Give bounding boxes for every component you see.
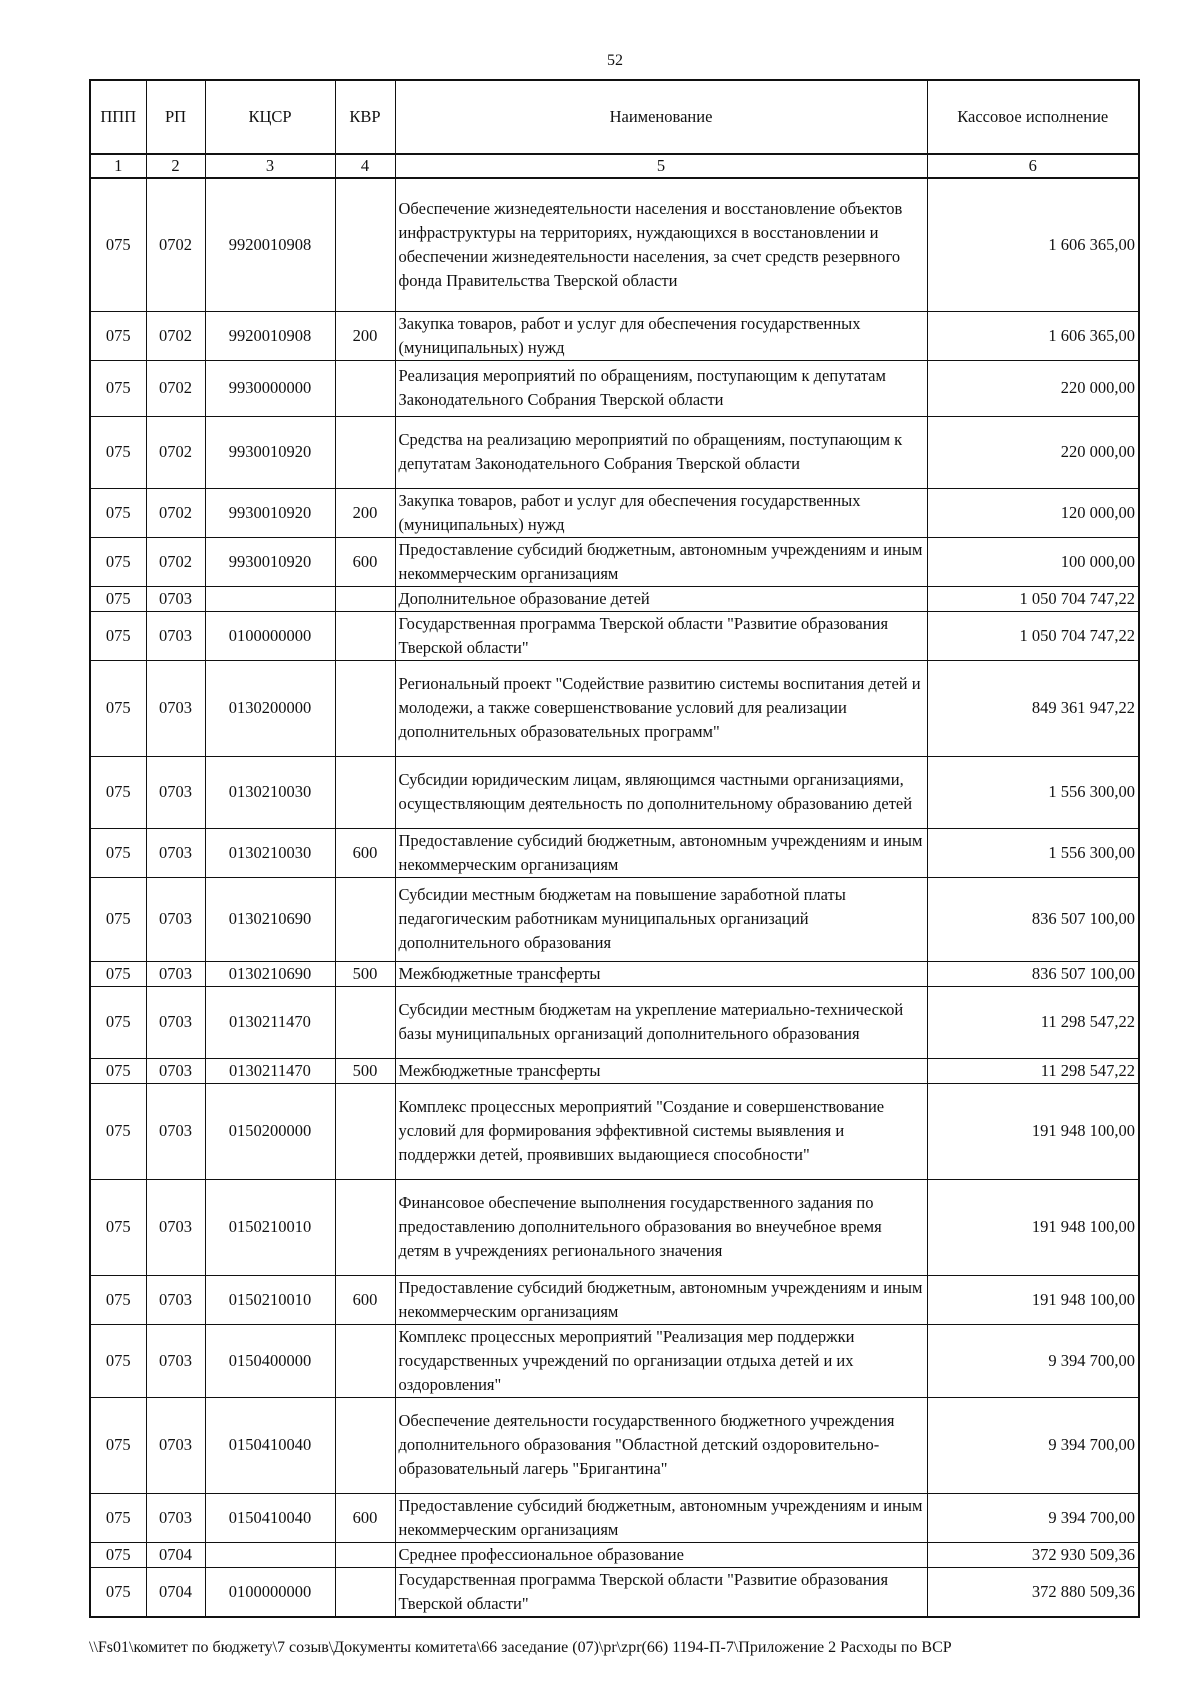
cell-ppp: 075 xyxy=(90,877,146,961)
cell-amount: 1 556 300,00 xyxy=(927,756,1139,828)
cell-amount: 9 394 700,00 xyxy=(927,1324,1139,1397)
cell-kvr: 500 xyxy=(335,1058,395,1083)
cell-ppp: 075 xyxy=(90,1324,146,1397)
cell-ppp: 075 xyxy=(90,488,146,537)
cell-rp: 0703 xyxy=(146,1083,205,1179)
table-row xyxy=(90,828,1139,877)
cell-ppp: 075 xyxy=(90,537,146,586)
cell-ppp: 075 xyxy=(90,1179,146,1275)
cell-rp: 0703 xyxy=(146,1058,205,1083)
cell-kcsr: 0130211470 xyxy=(205,986,335,1058)
cell-amount: 220 000,00 xyxy=(927,360,1139,416)
cell-name: Финансовое обеспечение выполнения государственного задания по предоставлению дополнительного образования во внеучебное время детям в учреждениях регионального значения xyxy=(395,1179,927,1275)
cell-name: Комплекс процессных мероприятий "Создание и совершенствование условий для формирования эффективной системы выявления и поддержки детей, проявивших выдающиеся способности" xyxy=(395,1083,927,1179)
cell-amount: 1 050 704 747,22 xyxy=(927,586,1139,611)
header-rp: РП xyxy=(146,80,205,154)
table-row xyxy=(90,1542,1139,1567)
table-row xyxy=(90,877,1139,961)
cell-rp: 0703 xyxy=(146,961,205,986)
cell-kvr xyxy=(335,586,395,611)
cell-rp: 0703 xyxy=(146,877,205,961)
cell-name: Средства на реализацию мероприятий по обращениям, поступающим к депутатам Законодательного Собрания Тверской области xyxy=(395,416,927,488)
header-kvr: КВР xyxy=(335,80,395,154)
cell-amount: 11 298 547,22 xyxy=(927,986,1139,1058)
budget-table xyxy=(89,79,1140,1618)
cell-kcsr: 0130210030 xyxy=(205,756,335,828)
cell-ppp: 075 xyxy=(90,828,146,877)
table-row xyxy=(90,611,1139,660)
cell-kcsr: 0150210010 xyxy=(205,1275,335,1324)
cell-kvr: 600 xyxy=(335,828,395,877)
cell-kcsr: 0150210010 xyxy=(205,1179,335,1275)
cell-kvr: 600 xyxy=(335,1275,395,1324)
cell-ppp: 075 xyxy=(90,1567,146,1617)
cell-amount: 372 880 509,36 xyxy=(927,1567,1139,1617)
header-ppp: ППП xyxy=(90,80,146,154)
cell-amount: 836 507 100,00 xyxy=(927,877,1139,961)
cell-amount: 220 000,00 xyxy=(927,416,1139,488)
table-row xyxy=(90,1397,1139,1493)
cell-name: Комплекс процессных мероприятий "Реализация мер поддержки государственных учреждений по организации отдыха детей и их оздоровления" xyxy=(395,1324,927,1397)
table-row xyxy=(90,1493,1139,1542)
table-body xyxy=(90,178,1139,1617)
cell-rp: 0703 xyxy=(146,1493,205,1542)
cell-ppp: 075 xyxy=(90,416,146,488)
cell-kvr xyxy=(335,1324,395,1397)
cell-name: Среднее профессиональное образование xyxy=(395,1542,927,1567)
cell-ppp: 075 xyxy=(90,1493,146,1542)
cell-kvr xyxy=(335,1397,395,1493)
cell-amount: 120 000,00 xyxy=(927,488,1139,537)
cell-name: Дополнительное образование детей xyxy=(395,586,927,611)
cell-rp: 0702 xyxy=(146,488,205,537)
footer-file-path: \\Fs01\комитет по бюджету\7 созыв\Документы комитета\66 заседание (07)\pr\zpr(66) 1194-П-7\Приложение 2 Расходы по ВСР xyxy=(89,1639,952,1656)
cell-kcsr: 9930000000 xyxy=(205,360,335,416)
cell-kcsr: 0150400000 xyxy=(205,1324,335,1397)
cell-ppp: 075 xyxy=(90,756,146,828)
cell-rp: 0702 xyxy=(146,537,205,586)
cell-kvr xyxy=(335,756,395,828)
cell-kvr: 600 xyxy=(335,537,395,586)
cell-rp: 0703 xyxy=(146,756,205,828)
cell-ppp: 075 xyxy=(90,1542,146,1567)
cell-amount: 1 606 365,00 xyxy=(927,311,1139,360)
cell-kcsr: 0130210690 xyxy=(205,961,335,986)
table-row xyxy=(90,537,1139,586)
cell-kcsr: 9920010908 xyxy=(205,311,335,360)
cell-name: Государственная программа Тверской области "Развитие образования Тверской области" xyxy=(395,1567,927,1617)
cell-ppp: 075 xyxy=(90,1275,146,1324)
header-name: Наименование xyxy=(395,80,927,154)
cell-rp: 0704 xyxy=(146,1542,205,1567)
cell-name: Закупка товаров, работ и услуг для обеспечения государственных (муниципальных) нужд xyxy=(395,488,927,537)
cell-amount: 1 606 365,00 xyxy=(927,178,1139,311)
cell-amount: 191 948 100,00 xyxy=(927,1179,1139,1275)
column-number: 2 xyxy=(146,154,205,178)
cell-ppp: 075 xyxy=(90,178,146,311)
cell-kcsr: 0130210690 xyxy=(205,877,335,961)
table-row xyxy=(90,1058,1139,1083)
cell-rp: 0703 xyxy=(146,828,205,877)
table-row xyxy=(90,961,1139,986)
cell-kcsr: 0130211470 xyxy=(205,1058,335,1083)
table-row xyxy=(90,586,1139,611)
cell-ppp: 075 xyxy=(90,1058,146,1083)
page-number: 52 xyxy=(607,52,623,69)
table-row xyxy=(90,488,1139,537)
cell-name: Закупка товаров, работ и услуг для обеспечения государственных (муниципальных) нужд xyxy=(395,311,927,360)
cell-amount: 11 298 547,22 xyxy=(927,1058,1139,1083)
cell-kcsr xyxy=(205,586,335,611)
table-row xyxy=(90,360,1139,416)
cell-name: Субсидии местным бюджетам на укрепление материально-технической базы муниципальных организаций дополнительного образования xyxy=(395,986,927,1058)
cell-kcsr: 9920010908 xyxy=(205,178,335,311)
cell-ppp: 075 xyxy=(90,660,146,756)
cell-name: Субсидии местным бюджетам на повышение заработной платы педагогическим работникам муниципальных организаций дополнительного образования xyxy=(395,877,927,961)
cell-name: Предоставление субсидий бюджетным, автономным учреждениям и иным некоммерческим организациям xyxy=(395,1275,927,1324)
cell-kvr xyxy=(335,1179,395,1275)
cell-ppp: 075 xyxy=(90,311,146,360)
table-row xyxy=(90,660,1139,756)
column-number: 1 xyxy=(90,154,146,178)
cell-rp: 0703 xyxy=(146,586,205,611)
column-number: 6 xyxy=(927,154,1139,178)
cell-amount: 1 050 704 747,22 xyxy=(927,611,1139,660)
cell-kcsr: 0150200000 xyxy=(205,1083,335,1179)
cell-ppp: 075 xyxy=(90,360,146,416)
cell-name: Субсидии юридическим лицам, являющимся частными организациями, осуществляющим деятельность по дополнительному образованию детей xyxy=(395,756,927,828)
cell-rp: 0703 xyxy=(146,1179,205,1275)
column-number: 5 xyxy=(395,154,927,178)
table-row xyxy=(90,756,1139,828)
cell-rp: 0703 xyxy=(146,611,205,660)
header-amount: Кассовое исполнение xyxy=(927,80,1139,154)
column-number: 3 xyxy=(205,154,335,178)
cell-amount: 191 948 100,00 xyxy=(927,1083,1139,1179)
cell-kvr xyxy=(335,611,395,660)
table-row xyxy=(90,1275,1139,1324)
table-row xyxy=(90,1083,1139,1179)
cell-kcsr: 0100000000 xyxy=(205,1567,335,1617)
cell-kvr: 200 xyxy=(335,488,395,537)
cell-name: Предоставление субсидий бюджетным, автономным учреждениям и иным некоммерческим организациям xyxy=(395,828,927,877)
cell-rp: 0702 xyxy=(146,178,205,311)
cell-rp: 0704 xyxy=(146,1567,205,1617)
cell-kvr xyxy=(335,360,395,416)
cell-name: Региональный проект "Содействие развитию системы воспитания детей и молодежи, а также совершенствование условий для реализации дополнительных образовательных программ" xyxy=(395,660,927,756)
cell-kvr xyxy=(335,877,395,961)
cell-kcsr: 0130200000 xyxy=(205,660,335,756)
cell-kvr: 200 xyxy=(335,311,395,360)
cell-amount: 9 394 700,00 xyxy=(927,1493,1139,1542)
table-row xyxy=(90,1567,1139,1617)
column-number: 4 xyxy=(335,154,395,178)
cell-ppp: 075 xyxy=(90,611,146,660)
cell-ppp: 075 xyxy=(90,1397,146,1493)
header-kcsr: КЦСР xyxy=(205,80,335,154)
cell-rp: 0703 xyxy=(146,1275,205,1324)
table-row xyxy=(90,1324,1139,1397)
table-row xyxy=(90,986,1139,1058)
cell-amount: 849 361 947,22 xyxy=(927,660,1139,756)
table-row xyxy=(90,416,1139,488)
cell-rp: 0702 xyxy=(146,360,205,416)
cell-kcsr: 9930010920 xyxy=(205,416,335,488)
cell-kvr xyxy=(335,1567,395,1617)
cell-kvr: 600 xyxy=(335,1493,395,1542)
cell-rp: 0703 xyxy=(146,660,205,756)
cell-kcsr: 0150410040 xyxy=(205,1493,335,1542)
cell-ppp: 075 xyxy=(90,961,146,986)
cell-kvr xyxy=(335,660,395,756)
cell-amount: 100 000,00 xyxy=(927,537,1139,586)
cell-name: Межбюджетные трансферты xyxy=(395,1058,927,1083)
cell-name: Предоставление субсидий бюджетным, автономным учреждениям и иным некоммерческим организациям xyxy=(395,1493,927,1542)
table-row xyxy=(90,311,1139,360)
cell-kvr xyxy=(335,1083,395,1179)
header-row xyxy=(90,80,1139,154)
cell-kvr: 500 xyxy=(335,961,395,986)
cell-name: Реализация мероприятий по обращениям, поступающим к депутатам Законодательного Собрания Тверской области xyxy=(395,360,927,416)
cell-name: Государственная программа Тверской области "Развитие образования Тверской области" xyxy=(395,611,927,660)
cell-amount: 191 948 100,00 xyxy=(927,1275,1139,1324)
cell-kvr xyxy=(335,416,395,488)
cell-name: Обеспечение деятельности государственного бюджетного учреждения дополнительного образования "Областной детский оздоровительно-образовательный лагерь "Бригантина" xyxy=(395,1397,927,1493)
cell-kvr xyxy=(335,986,395,1058)
cell-amount: 1 556 300,00 xyxy=(927,828,1139,877)
column-number-row xyxy=(90,154,1139,178)
table-row xyxy=(90,178,1139,311)
cell-kcsr: 0130210030 xyxy=(205,828,335,877)
cell-name: Обеспечение жизнедеятельности населения и восстановление объектов инфраструктуры на территориях, нуждающихся в восстановлении и обеспечении жизнедеятельности населения, за счет средств резервного фонда Правительства Тверской области xyxy=(395,178,927,311)
cell-rp: 0703 xyxy=(146,986,205,1058)
cell-amount: 9 394 700,00 xyxy=(927,1397,1139,1493)
cell-rp: 0702 xyxy=(146,416,205,488)
cell-amount: 836 507 100,00 xyxy=(927,961,1139,986)
cell-kvr xyxy=(335,1542,395,1567)
cell-rp: 0703 xyxy=(146,1324,205,1397)
cell-kcsr: 9930010920 xyxy=(205,488,335,537)
cell-kvr xyxy=(335,178,395,311)
cell-ppp: 075 xyxy=(90,986,146,1058)
cell-name: Межбюджетные трансферты xyxy=(395,961,927,986)
cell-rp: 0702 xyxy=(146,311,205,360)
cell-kcsr: 0150410040 xyxy=(205,1397,335,1493)
cell-name: Предоставление субсидий бюджетным, автономным учреждениям и иным некоммерческим организациям xyxy=(395,537,927,586)
cell-ppp: 075 xyxy=(90,1083,146,1179)
table-row xyxy=(90,1179,1139,1275)
cell-kcsr: 9930010920 xyxy=(205,537,335,586)
cell-kcsr: 0100000000 xyxy=(205,611,335,660)
cell-ppp: 075 xyxy=(90,586,146,611)
cell-kcsr xyxy=(205,1542,335,1567)
cell-amount: 372 930 509,36 xyxy=(927,1542,1139,1567)
cell-rp: 0703 xyxy=(146,1397,205,1493)
